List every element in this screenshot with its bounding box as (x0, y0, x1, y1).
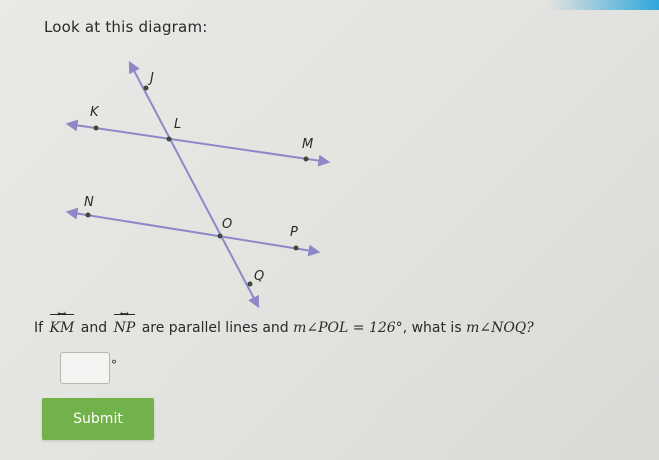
point-q (248, 282, 253, 287)
label-k: K (90, 105, 99, 120)
line-km-name: KM ↔ (50, 312, 75, 338)
given-angle: m∠POL = 126° (293, 320, 403, 336)
label-o: O (222, 217, 233, 232)
question-what: , what is (402, 320, 462, 336)
question-text (34, 312, 654, 338)
top-accent-bar (549, 0, 659, 10)
line-np-name: NP ↔ (114, 312, 136, 338)
line-km (68, 124, 328, 162)
line-np (68, 212, 318, 252)
point-m (304, 157, 309, 162)
label-p: P (290, 225, 298, 240)
label-n: N (84, 195, 94, 210)
point-p (294, 246, 299, 251)
point-k (94, 126, 99, 131)
degree-symbol: ° (111, 358, 117, 372)
question-if: If (34, 320, 44, 336)
geometry-diagram (60, 58, 340, 318)
point-o (218, 234, 223, 239)
label-m: M (302, 137, 314, 152)
point-n (86, 213, 91, 218)
label-j: J (150, 71, 154, 86)
point-j (144, 86, 149, 91)
answer-input[interactable] (60, 352, 110, 384)
question-middle: are parallel lines and (141, 320, 289, 336)
point-l (167, 137, 172, 142)
submit-button[interactable]: Submit (42, 398, 154, 440)
asked-angle: m∠NOQ? (466, 320, 534, 336)
question-and: and (80, 320, 108, 336)
label-q: Q (254, 269, 265, 284)
transversal-line (130, 63, 258, 306)
label-l: L (174, 117, 182, 132)
prompt-text: Look at this diagram: (44, 18, 208, 36)
